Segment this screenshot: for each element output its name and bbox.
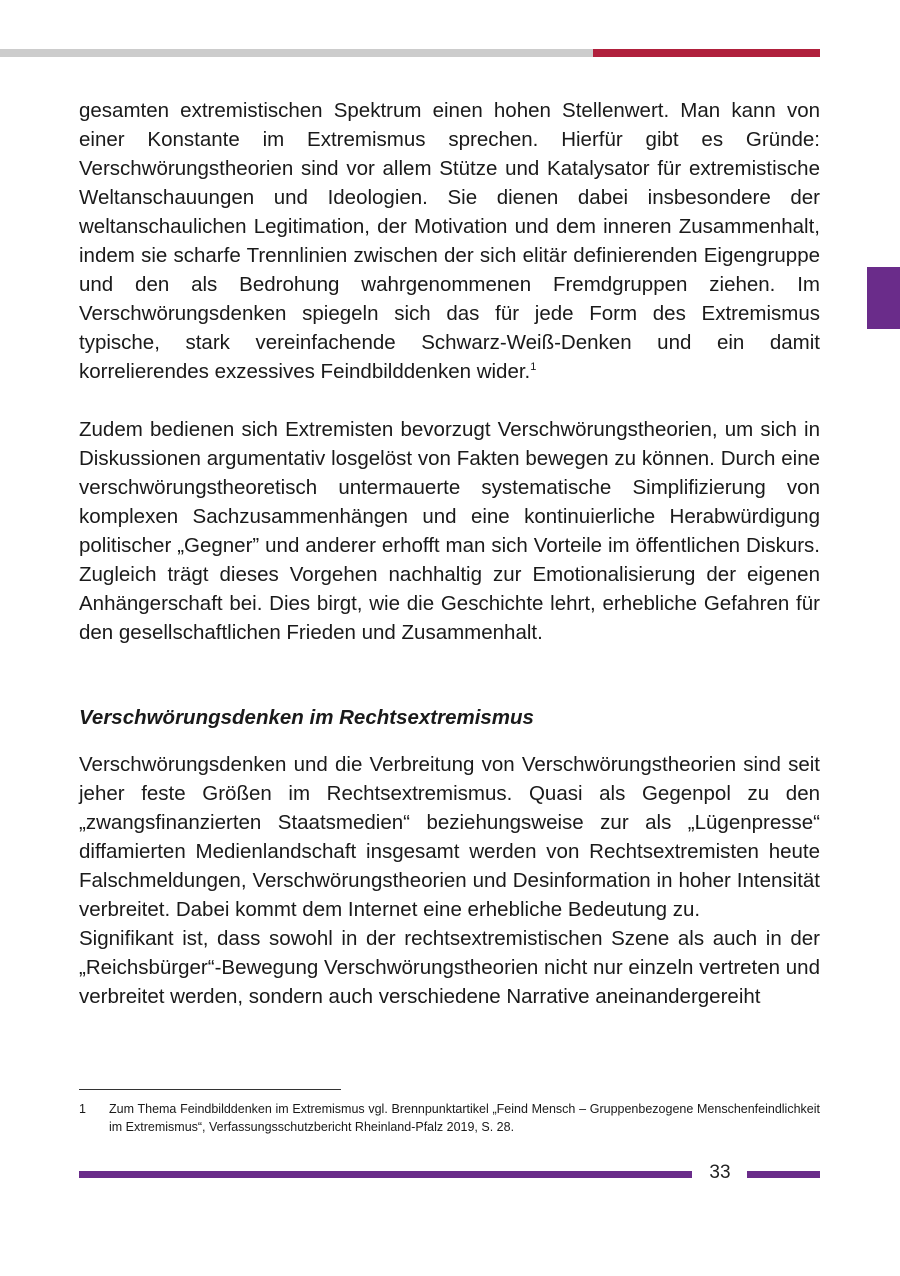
footnote-separator [79, 1089, 341, 1090]
footnote-text: Zum Thema Feindbilddenken im Extremismus vgl. Brennpunktartikel „Feind Mensch – Gruppenbezogene Menschenfeindlichkeit im Extremismus“, Verfassungsschutzbericht Rheinland-Pfalz 2019, S. 28. [109, 1102, 820, 1134]
paragraph-3: Verschwörungsdenken und die Verbreitung von Verschwörungstheorien sind seit jeher feste Größen im Rechtsextremismus. Quasi als Gegenpol zu den „zwangsfinanzierten Staatsmedien“ beziehungsweise zur als „Lügenpresse“ diffamierten Medienlandschaft insgesamt werden von Rechtsextremisten heute Falschmeldungen, Verschwörungstheorien und Desinformation in hoher Intensität verbreitet. Dabei kommt dem Internet eine erhebliche Bedeutung zu. [79, 753, 820, 921]
body-text-upper [79, 96, 820, 647]
paragraph-1-text: gesamten extremistischen Spektrum einen hohen Stellenwert. Man kann von einer Konstante im Extremismus sprechen. Hierfür gibt es Gründe: Verschwörungstheorien sind vor allem Stütze und Katalysator für extremistische Weltanschauungen und Ideologien. Sie dienen dabei insbesondere der weltanschaulichen Legitimation, der Motivation und dem inneren Zusammenhalt, indem sie scharfe Trennlinien zwischen der sich elitär definierenden Eigengruppe und den als Bedrohung wahrgenommenen Fremdgruppen ziehen. Im Verschwörungsdenken spiegeln sich das für jede Form des Extremismus typische, stark vereinfachende Schwarz-Weiß-Denken und ein damit korrelierendes exzessives Feindbilddenken wider. [79, 99, 820, 383]
footnote-reference[interactable]: 1 [530, 361, 537, 374]
bottom-divider-right [747, 1171, 820, 1178]
section-heading: Verschwörungsdenken im Rechtsextremismus [79, 706, 534, 729]
top-divider-grey [0, 49, 593, 57]
footnote-number: 1 [79, 1102, 86, 1116]
paragraph-2: Zudem bedienen sich Extremisten bevorzugt Verschwörungstheorien, um sich in Diskussionen argumentativ losgelöst von Fakten bewegen zu können. Durch eine verschwörungstheoretisch untermauerte systematische Simplifizierung von komplexen Sachzusammenhängen und eine kontinuierliche Herabwürdigung politischer „Gegner” und anderer erhofft man sich Vorteile im öffentlichen Diskurs. Zugleich trägt dieses Vorgehen nachhaltig zur Emotionalisierung der eigenen Anhängerschaft bei. Dies birgt, wie die Geschichte lehrt, erhebliche Gefahren für den gesellschaftlichen Frieden und Zusammenhalt. [79, 418, 820, 644]
paragraph-1 [79, 96, 820, 386]
paragraph-4: Signifikant ist, dass sowohl in der rechtsextremistischen Szene als auch in der „Reichsbürger“-Bewegung Verschwörungstheorien nicht nur einzeln vertreten und verbreitet werden, sondern auch verschiedene Narrative aneinandergereiht [79, 927, 820, 1008]
body-text-lower [79, 750, 820, 1011]
footnote [79, 1100, 820, 1136]
top-divider-red [593, 49, 820, 57]
chapter-marker-tab [867, 267, 900, 329]
page-number: 33 [709, 1162, 731, 1183]
bottom-divider-left [79, 1171, 692, 1178]
